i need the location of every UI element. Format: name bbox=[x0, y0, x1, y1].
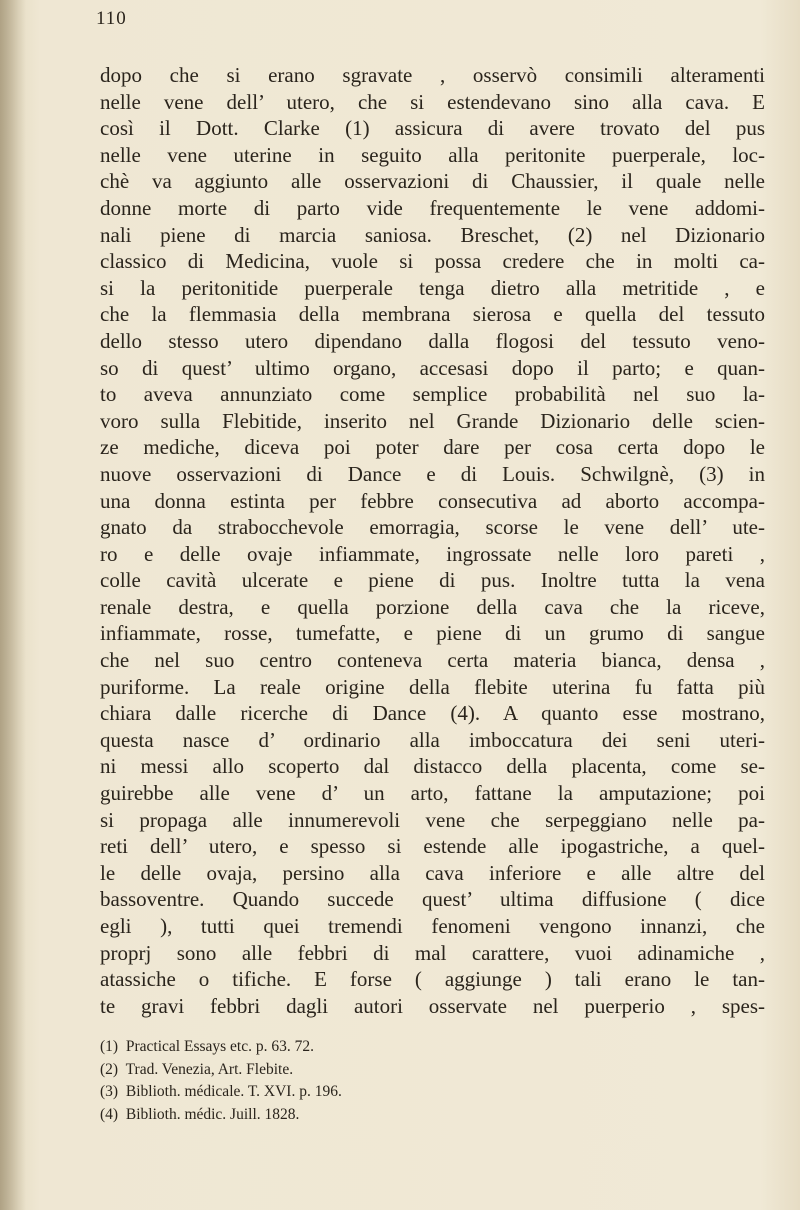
text-line: nali piene di marcia saniosa. Breschet, (2) nel Dizionario bbox=[100, 222, 765, 247]
text-line: così il Dott. Clarke (1) assicura di avere trovato del pus bbox=[100, 116, 765, 141]
text-line: si propaga alle innumerevoli vene che serpeggiano nelle pa- bbox=[100, 807, 765, 832]
text-line: classico di Medicina, vuole si possa credere che in molti ca- bbox=[100, 249, 765, 274]
footnote-marker: (4) bbox=[100, 1105, 119, 1123]
text-line: dopo che si erano sgravate , osservò consimili alteramenti bbox=[100, 63, 765, 87]
text-line: dello stesso utero dipendano dalla flogosi del tessuto veno- bbox=[100, 328, 765, 353]
text-line: bassoventre. Quando succede quest’ ultima diffusione ( dice bbox=[100, 887, 765, 912]
text-line: donne morte di parto vide frequentemente le vene addomi- bbox=[100, 195, 765, 220]
text-line: te gravi febbri dagli autori osservate nel puerperio , spes- bbox=[100, 993, 765, 1018]
text-line: che la flemmasia della membrana sierosa e quella del tessuto bbox=[100, 302, 765, 327]
text-line: chiara dalle ricerche di Dance (4). A quanto esse mostrano, bbox=[100, 701, 765, 726]
text-line: chè va aggiunto alle osservazioni di Chaussier, il quale nelle bbox=[100, 169, 765, 194]
footnote-text: Practical Essays etc. p. 63. 72. bbox=[125, 1038, 314, 1055]
text-line: gnato da strabocchevole emorragia, scorse le vene dell’ ute- bbox=[100, 515, 765, 540]
text-line: to aveva annunziato come semplice probabilità nel suo la- bbox=[100, 382, 765, 407]
footnote-marker: (2) bbox=[100, 1060, 119, 1078]
text-line: puriforme. La reale origine della flebite uterina fu fatta più bbox=[100, 674, 765, 699]
text-line: ni messi allo scoperto dal distacco della placenta, come se- bbox=[100, 754, 765, 779]
text-line: nuove osservazioni di Dance e di Louis. Schwilgnè, (3) in bbox=[100, 461, 765, 486]
page-number: 110 bbox=[96, 8, 127, 29]
text-line: che nel suo centro conteneva certa materia bianca, densa , bbox=[100, 648, 765, 673]
text-line: una donna estinta per febbre consecutiva ad aborto accompa- bbox=[100, 488, 765, 513]
footnote bbox=[100, 1059, 765, 1082]
text-line: ro e delle ovaje infiammate, ingrossate nelle loro pareti , bbox=[100, 541, 765, 566]
footnote-marker: (1) bbox=[100, 1038, 119, 1055]
text-line: questa nasce d’ ordinario alla imboccatura dei seni uteri- bbox=[100, 727, 765, 752]
footnote-text: Biblioth. médic. Juill. 1828. bbox=[125, 1105, 300, 1123]
binding-shadow bbox=[0, 0, 26, 1210]
text-line: si la peritonitide puerperale tenga dietro alla metritide , e bbox=[100, 275, 765, 300]
text-line: guirebbe alle vene d’ un arto, fattane la amputazione; poi bbox=[100, 781, 765, 806]
footnote bbox=[100, 1036, 765, 1059]
text-line: voro sulla Flebitide, inserito nel Grande Dizionario delle scien- bbox=[100, 408, 765, 433]
text-line: ze mediche, diceva poi poter dare per cosa certa dopo le bbox=[100, 435, 765, 460]
footnotes bbox=[100, 1036, 765, 1126]
text-line: nelle vene uterine in seguito alla peritonite puerperale, loc- bbox=[100, 142, 765, 167]
text-line: reti dell’ utero, e spesso si estende alle ipogastriche, a quel- bbox=[100, 834, 765, 859]
text-line: atassiche o tifiche. E forse ( aggiunge ) tali erano le tan- bbox=[100, 967, 765, 992]
footnote bbox=[100, 1081, 765, 1104]
text-line: le delle ovaja, persino alla cava inferiore e alle altre del bbox=[100, 860, 765, 885]
text-line: colle cavità ulcerate e piene di pus. Inoltre tutta la vena bbox=[100, 568, 765, 593]
footnote bbox=[100, 1104, 765, 1127]
footnote-text: Biblioth. médicale. T. XVI. p. 196. bbox=[125, 1083, 342, 1100]
text-line: egli ), tutti quei tremendi fenomeni vengono innanzi, che bbox=[100, 914, 765, 938]
text-line: infiammate, rosse, tumefatte, e piene di un grumo di sangue bbox=[100, 621, 765, 646]
body-text bbox=[100, 62, 765, 1019]
text-line: nelle vene dell’ utero, che si estendevano sino alla cava. E bbox=[100, 89, 765, 114]
footnote-marker: (3) bbox=[100, 1083, 119, 1100]
text-line: renale destra, e quella porzione della cava che la riceve, bbox=[100, 594, 765, 619]
text-line: proprj sono alle febbri di mal carattere, vuoi adinamiche , bbox=[100, 940, 765, 965]
text-line: so di quest’ ultimo organo, accesasi dopo il parto; e quan- bbox=[100, 355, 765, 380]
footnote-text: Trad. Venezia, Art. Flebite. bbox=[125, 1060, 294, 1078]
